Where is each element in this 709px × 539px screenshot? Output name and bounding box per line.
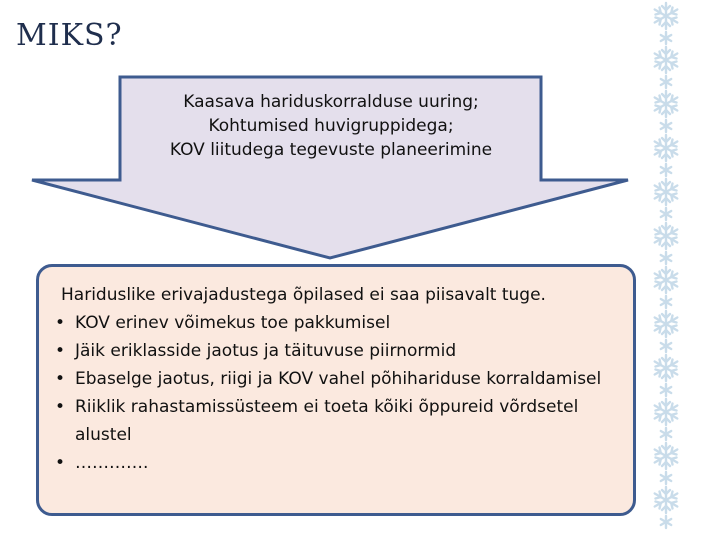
arrow-line-3: KOV liitudega tegevuste planeerimine	[169, 140, 493, 160]
snowflake-icon	[655, 443, 678, 469]
snowflake-icon	[661, 76, 671, 88]
snowflake-icon	[655, 135, 678, 161]
list-item-text: Riiklik rahastamissüsteem ei toeta kõiki õppureid võrdsetel alustel	[75, 397, 579, 445]
info-box-content	[55, 281, 635, 477]
bullet-dot: •	[55, 397, 66, 417]
arrow-line-2: Kohtumised huvigruppidega;	[208, 116, 454, 136]
list-item-text: KOV erinev võimekus toe pakkumisel	[75, 313, 391, 333]
arrow-line-1: Kaasava hariduskorralduse uuring;	[183, 92, 479, 112]
snowflake-icon	[661, 428, 671, 440]
list-item	[55, 393, 635, 449]
list-item-text: Ebaselge jaotus, riigi ja KOV vahel põhihariduse korraldamisel	[75, 369, 602, 389]
snowflake-icon	[661, 208, 671, 220]
snowflake-icon	[661, 340, 671, 352]
arrow-text	[124, 90, 538, 162]
snowflake-icon	[661, 296, 671, 308]
list-item	[55, 309, 635, 337]
snowflake-icon	[661, 252, 671, 264]
bullet-dot: •	[55, 313, 66, 333]
snowflake-icon	[655, 267, 678, 293]
snowflake-icon	[655, 91, 678, 117]
bullet-dot: •	[55, 341, 66, 361]
bullet-dot: •	[55, 369, 66, 389]
list-item-text: ………….	[75, 453, 149, 473]
snowflake-icon	[655, 399, 678, 425]
list-item	[55, 337, 635, 365]
list-item	[55, 449, 635, 477]
snowflake-icon	[655, 487, 678, 513]
snowflake-icon	[661, 164, 671, 176]
snowflake-icon	[655, 311, 678, 337]
slide-title: MIKS?	[16, 18, 123, 53]
info-box	[36, 264, 636, 516]
snowflake-icon	[655, 223, 678, 249]
snowflake-icon	[655, 3, 678, 29]
snowflake-icon	[661, 472, 671, 484]
snowflake-icon	[661, 32, 671, 44]
snowflake-icon	[661, 384, 671, 396]
snowflake-icon	[655, 47, 678, 73]
bullet-dot: •	[55, 453, 66, 473]
box-heading: Hariduslike erivajadustega õpilased ei saa piisavalt tuge.	[61, 285, 546, 305]
snowflake-icon	[661, 120, 671, 132]
list-item	[55, 365, 635, 393]
bullet-list	[55, 309, 635, 477]
snowflake-ornament-strip	[648, 0, 684, 539]
snowflake-icon	[655, 355, 678, 381]
list-item-text: Jäik eriklasside jaotus ja täituvuse piirnormid	[75, 341, 457, 361]
snowflake-icon	[655, 179, 678, 205]
snowflake-icon	[661, 516, 671, 528]
